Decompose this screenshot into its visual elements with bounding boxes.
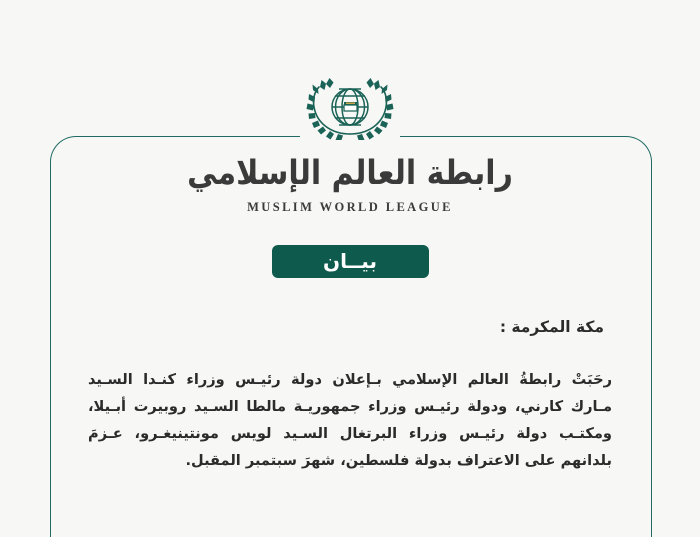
- statement-line: بلدانهم على الاعتراف بدولة فلسطين، شهرَ سبتمبر المقبل.: [185, 452, 612, 469]
- statement-line: ومكتـب دولة رئيـس وزراء البرتغال السـيد لويس مونتينيغـرو، عـزمَ: [88, 425, 612, 442]
- statement-line: رحَبَتْ رابطةُ العالم الإسلامي بـإعلان دولة رئيـس وزراء كنـدا السـيد: [88, 371, 612, 388]
- muslim-world-league-emblem-icon: [296, 76, 404, 140]
- banner-container: [0, 245, 700, 278]
- statement-body: [88, 366, 612, 474]
- statement-banner: [272, 245, 429, 278]
- logo-english-text: MUSLIM WORLD LEAGUE: [247, 199, 453, 214]
- statement-line: مـارك كارني، ودولة رئيـس وزراء جمهوريـة مالطا السـيد روبيرت أبـيلا،: [88, 398, 612, 415]
- logo-lockup: [0, 153, 700, 215]
- emblem-container: [0, 76, 700, 140]
- statement-banner-label: بيــان: [323, 248, 377, 273]
- dateline: مكة المكرمة :: [499, 318, 604, 336]
- logo-arabic-text: رابطة العالم الإسلامي: [187, 153, 513, 194]
